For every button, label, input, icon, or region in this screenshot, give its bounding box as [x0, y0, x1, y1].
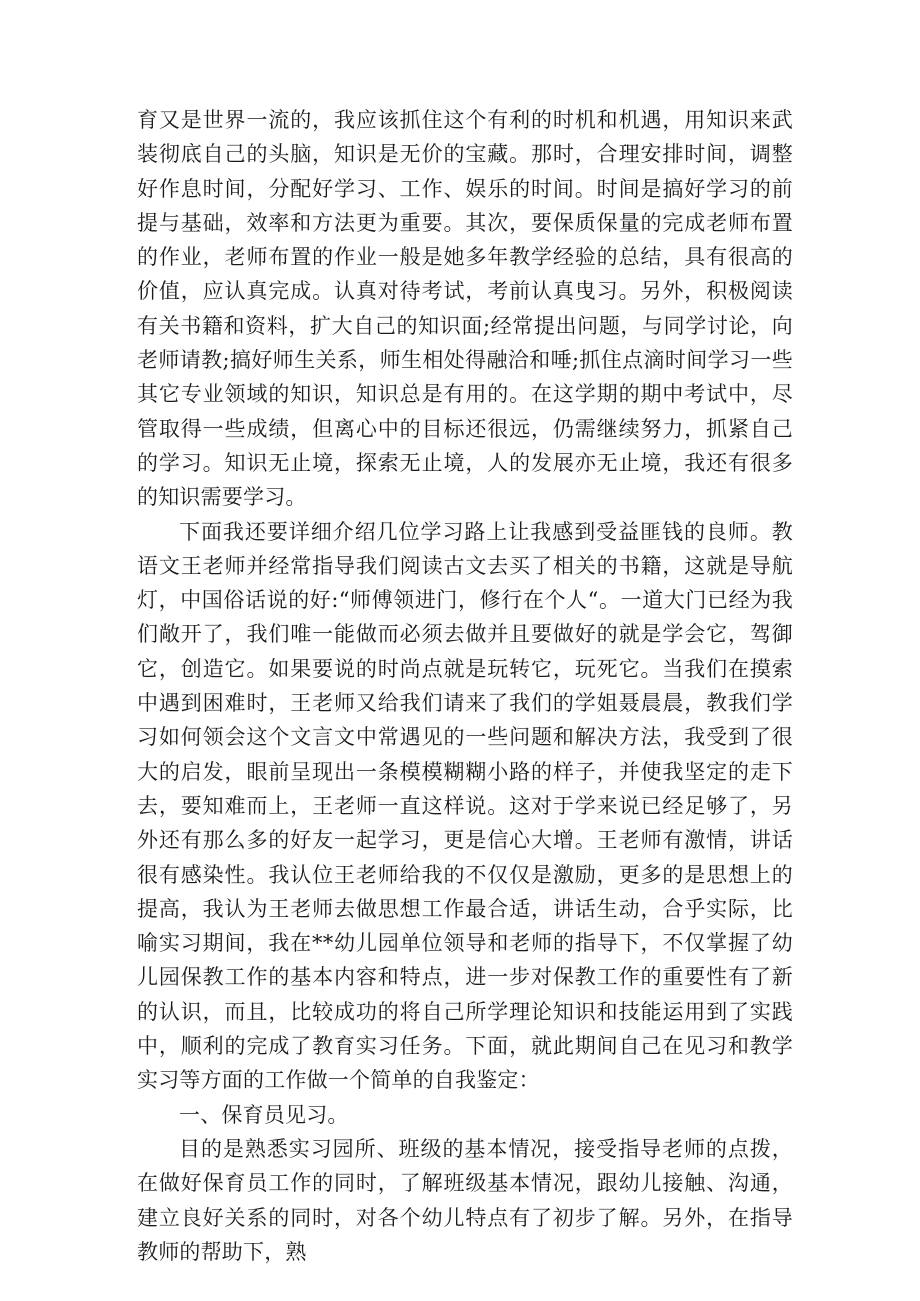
section-heading-nursery-observation: 一、保育员见习。 [179, 1102, 349, 1127]
paragraph-study-habits: 育又是世界一流的，我应该抓住这个有利的时机和机遇，用知识来武装彻底自己的头脑，知识是无价的宝藏。那时，合理安排时间，调整好作息时间，分配好学习、工作、娱乐的时间。时间是搞好学习的前提与基础，效率和方法更为重要。其次，要保质保量的完成老师布置的作业，老师布置的作业一般是她多年教学经验的总结，具有很高的价值，应认真完成。认真对待考试，考前认真曳习。另外，积极阅读有关书籍和资料，扩大自己的知识面;经常提出问题，与同学讨论，向老师请教;搞好师生关系，师生相处得融洽和唾;抓住点滴时间学习一些其它专业领域的知识，知识总是有用的。在这学期的期中考试中，尽管取得一些成绩，但离心中的目标还很远，仍需继续努力，抓紧自己的学习。知识无止境，探索无止境，人的发展亦无止境，我还有很多的知识需要学习。 [137, 108, 793, 510]
paragraph-observation-purpose: 目的是熟悉实习园所、班级的基本情况，接受指导老师的点拨，在做好保育员工作的同时，了解班级基本情况，跟幼儿接触、沟通，建立良好关系的同时，对各个幼儿特点有了初步了解。另外，在指导教师的帮助下，熟 [137, 1136, 793, 1264]
paragraph-teachers: 下面我还要详细介绍几位学习路上让我感到受益匪钱的良师。教语文王老师并经常指导我们阅读古文去买了相关的书籍，这就是导航灯，中国俗话说的好:“师傅领进门，修行在个人“。一道大门已经为我们敞开了，我们唯一能做而必须去做并且要做好的就是学会它，驾御它，创造它。如果要说的时尚点就是玩转它，玩死它。当我们在摸索中遇到困难时，王老师又给我们请来了我们的学姐聂晨晨，教我们学习如何领会这个文言文中常遇见的一些问题和解决方法，我受到了很大的启发，眼前呈现出一条模模糊糊小路的样子，并使我坚定的走下去，要知难而上，王老师一直这样说。这对于学来说已经足够了，另外还有那么多的好友一起学习，更是信心大增。王老师有激情，讲话很有感染性。我认位王老师给我的不仅仅是激励，更多的是思想上的提高，我认为王老师去做思想工作最合适，讲话生动，合乎实际，比喻实习期间，我在**幼儿园单位领导和老师的指导下，不仅掌握了幼儿园保教工作的基本内容和特点，进一步对保教工作的重要性有了新的认识，而且，比较成功的将自己所学理论知识和技能运用到了实践中，顺利的完成了教育实习任务。下面，就此期间自己在见习和教学实习等方面的工作做一个简单的自我鉴定： [137, 519, 793, 1093]
document-body [137, 103, 793, 1269]
